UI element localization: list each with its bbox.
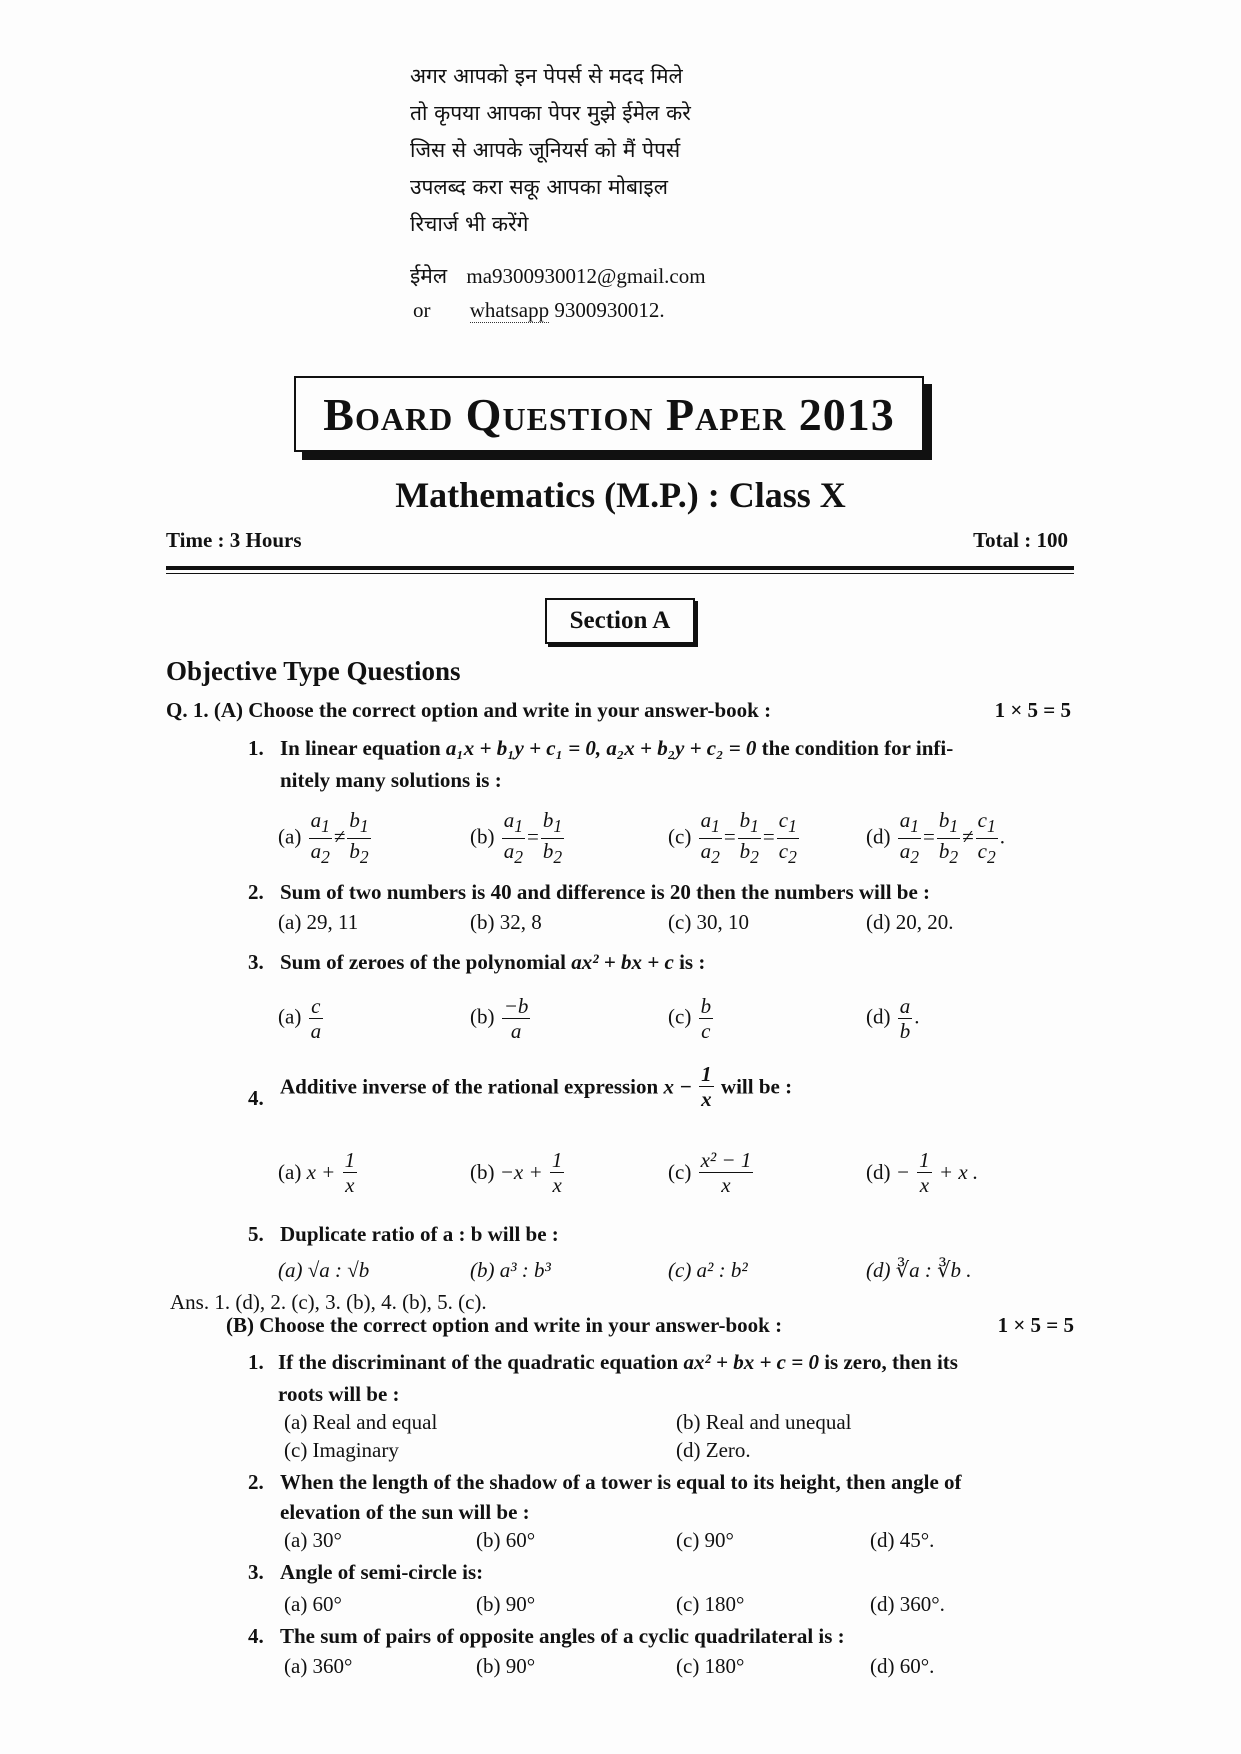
whatsapp-number: 9300930012. xyxy=(554,298,665,322)
question-text-part: the condition for infi- xyxy=(761,736,954,760)
expression: x + xyxy=(306,1160,336,1184)
fraction: $\frac{1}{x}$ xyxy=(344,1148,356,1197)
hindi-line: जिस से आपके जूनियर्स को मैं पेपर्स xyxy=(410,138,681,162)
title-box xyxy=(294,376,924,452)
expression: −x + xyxy=(499,1160,543,1184)
question-text: When the length of the shadow of a tower is equal to its height, then angle of xyxy=(280,1470,962,1494)
option-d: (d) ∛a : ∛b . xyxy=(866,1258,972,1282)
question-text: Sum of two numbers is 40 and difference is 20 then the numbers will be : xyxy=(280,880,931,904)
fraction: $\frac{b_1}{b_2}$ xyxy=(938,808,959,868)
fraction: $\frac{-b}{a}$ xyxy=(503,994,529,1043)
option-label: (a) xyxy=(278,824,302,849)
fraction: $\frac{\text{x² − 1}}{x}$ xyxy=(700,1148,752,1197)
option-a: (a) 60° xyxy=(284,1592,342,1616)
option-a: (a) √a : √b xyxy=(278,1258,370,1282)
option-a: (a) 30° xyxy=(284,1528,342,1552)
question-text xyxy=(278,1350,958,1374)
objective-heading: Objective Type Questions xyxy=(166,656,461,686)
option-d: (d) Zero. xyxy=(676,1438,751,1462)
question-number: 1. xyxy=(248,1350,264,1374)
polynomial: ax² + bx + c xyxy=(571,950,674,974)
option-label: (a) xyxy=(278,1004,302,1029)
expression: x − xyxy=(663,1074,692,1099)
question-text-cont: nitely many solutions is : xyxy=(280,768,502,792)
option-d: (d) 45°. xyxy=(870,1528,935,1552)
fraction: $\frac{a}{b}$ xyxy=(899,994,911,1043)
equation: ax² + bx + c = 0 xyxy=(683,1350,819,1374)
option-c: (c) a² : b² xyxy=(668,1258,748,1282)
question-number: 1. xyxy=(248,736,264,760)
option-b: (b) Real and unequal xyxy=(676,1410,852,1434)
equation: a₁x + b₁y + c₁ = 0, a₂x + b₂y + c₂ = 0 xyxy=(445,736,757,760)
question-text-part: is : xyxy=(679,950,706,974)
option-b xyxy=(470,1148,566,1197)
option-c xyxy=(668,994,715,1043)
option-label: (d) xyxy=(866,1004,891,1029)
option-label: (b) xyxy=(470,824,495,849)
fraction: $\frac{a_1}{a_2}$ xyxy=(503,808,523,868)
whatsapp-word: whatsapp xyxy=(469,298,550,322)
fraction: $\frac{1}{x}$ xyxy=(551,1148,563,1197)
fraction: $\frac{b_1}{b_2}$ xyxy=(349,808,369,868)
option-label: (c) xyxy=(668,1160,692,1184)
fraction: $\frac{a_1}{a_2}$ xyxy=(899,808,919,868)
whatsapp-row xyxy=(413,298,665,323)
hindi-line: रिचार्ज भी करेंगे xyxy=(410,212,529,236)
option-a xyxy=(278,1148,359,1197)
option-b: (b) $\frac{a_1}{a_2}$ = $\frac{b_1}{b_2}$ xyxy=(470,808,563,868)
question-number: 5. xyxy=(248,1222,264,1246)
hindi-line: अगर आपको इन पेपर्स से मदद मिले xyxy=(410,64,683,88)
email-label: ईमेल xyxy=(410,264,448,288)
question-number: 4. xyxy=(248,1086,264,1110)
section-box xyxy=(545,598,695,644)
total-label: Total : 100 xyxy=(973,528,1068,552)
hindi-line: उपलब्द करा सकू आपका मोबाइल xyxy=(410,175,668,199)
option-c: (c) 90° xyxy=(676,1528,734,1552)
answer-key: Ans. 1. (d), 2. (c), 3. (b), 4. (b), 5. (c). xyxy=(170,1290,487,1314)
part-b-heading: (B) Choose the correct option and write in your answer-book : xyxy=(226,1313,783,1337)
time-label: Time : 3 Hours xyxy=(166,528,302,552)
part-a-marks: 1 × 5 = 5 xyxy=(994,698,1071,722)
option-label: (c) xyxy=(668,824,692,849)
page-title: Board Question Paper 2013 xyxy=(323,389,895,440)
question-text: Angle of semi-circle is: xyxy=(280,1560,484,1584)
email-address[interactable]: ma9300930012@gmail.com xyxy=(466,264,706,288)
question-text: The sum of pairs of opposite angles of a cyclic quadrilateral is : xyxy=(280,1624,845,1648)
or-label: or xyxy=(413,298,431,322)
question-text xyxy=(280,1062,792,1111)
option-d: (d) 360°. xyxy=(870,1592,945,1616)
question-number: 2. xyxy=(248,880,264,904)
header-rule-thin xyxy=(166,573,1074,574)
option-b: (b) 60° xyxy=(476,1528,536,1552)
question-text-part: In linear equation xyxy=(280,736,441,760)
option-c xyxy=(668,1148,755,1197)
option-a: (a) Real and equal xyxy=(284,1410,438,1434)
question-number: 2. xyxy=(248,1470,264,1494)
fraction: $\frac{b_1}{b_2}$ xyxy=(542,808,563,868)
fraction: $\frac{c_1}{c_2}$ xyxy=(778,808,797,868)
fraction: $\frac{c_1}{c_2}$ xyxy=(977,808,996,868)
section-label: Section A xyxy=(569,607,671,634)
question-text: Duplicate ratio of a : b will be : xyxy=(280,1222,559,1246)
option-label: (d) xyxy=(866,824,891,849)
option-d: (d) 20, 20. xyxy=(866,910,954,934)
option-b: (b) 90° xyxy=(476,1592,536,1616)
question-number: 3. xyxy=(248,950,264,974)
fraction: $\frac{a_1}{a_2}$ xyxy=(700,808,720,868)
subject-heading: Mathematics (M.P.) : Class X xyxy=(395,475,846,515)
option-label: (d) xyxy=(866,1160,891,1184)
question-text xyxy=(280,950,705,974)
option-b xyxy=(470,994,532,1043)
option-c: (c) 30, 10 xyxy=(668,910,750,934)
option-a: (a) 29, 11 xyxy=(278,910,359,934)
fraction: $\frac{1}{x}$ xyxy=(919,1148,930,1197)
fraction: $\frac{c}{a}$ xyxy=(310,994,322,1043)
option-label: (b) xyxy=(470,1004,495,1029)
fraction: $\frac{b_1}{b_2}$ xyxy=(739,808,759,868)
question-number: 4. xyxy=(248,1624,264,1648)
question-text-part: Sum of zeroes of the polynomial xyxy=(280,950,567,974)
question-text-part: Additive inverse of the rational expression xyxy=(280,1074,659,1099)
option-a xyxy=(278,994,325,1043)
question-text-cont: roots will be : xyxy=(278,1382,400,1406)
fraction: $\frac{b}{c}$ xyxy=(700,994,712,1043)
option-d: (d) 60°. xyxy=(870,1654,935,1678)
option-b: (b) 90° xyxy=(476,1654,536,1678)
fraction: $\frac{a_1}{a_2}$ xyxy=(310,808,330,868)
hindi-line: तो कृपया आपका पेपर मुझे ईमेल करे xyxy=(410,101,691,125)
question-text-part: If the discriminant of the quadratic equation xyxy=(278,1350,679,1374)
part-a-heading: Q. 1. (A) Choose the correct option and write in your answer-book : xyxy=(166,698,772,722)
option-d xyxy=(866,1148,978,1197)
expression: − xyxy=(895,1160,910,1184)
header-rule xyxy=(166,566,1074,570)
option-c: (c) 180° xyxy=(676,1592,745,1616)
question-number: 3. xyxy=(248,1560,264,1584)
part-b-marks: 1 × 5 = 5 xyxy=(997,1313,1074,1337)
option-b: (b) 32, 8 xyxy=(470,910,542,934)
question-text-cont: elevation of the sun will be : xyxy=(280,1500,530,1524)
option-a: (a) $\frac{a_1}{a_2}$ ≠ $\frac{b_1}{b_2}$ xyxy=(278,808,369,868)
hindi-note xyxy=(410,58,691,243)
option-d: (d) $\frac{a}{b}$ . xyxy=(866,994,920,1043)
option-label: (b) xyxy=(470,1160,495,1184)
option-b: (b) a³ : b³ xyxy=(470,1258,551,1282)
question-text xyxy=(280,736,953,760)
expression: + x . xyxy=(938,1160,979,1184)
option-label: (c) xyxy=(668,1004,692,1029)
option-c: (c) $\frac{a_1}{a_2}$ = $\frac{b_1}{b_2}$ = $\frac{c_1}{c_2}$ xyxy=(668,808,797,868)
question-text-part: will be : xyxy=(720,1074,793,1099)
option-label: (a) xyxy=(278,1160,302,1184)
email-row xyxy=(410,258,706,295)
option-c: (c) 180° xyxy=(676,1654,745,1678)
option-a: (a) 360° xyxy=(284,1654,353,1678)
fraction: $\frac{1}{x}$ xyxy=(701,1062,712,1111)
option-d: (d) $\frac{a_1}{a_2}$ = $\frac{b_1}{b_2}$ ≠ $\frac{c_1}{c_2}$ . xyxy=(866,808,1005,868)
question-text-part: is zero, then its xyxy=(824,1350,958,1374)
option-c: (c) Imaginary xyxy=(284,1438,399,1462)
